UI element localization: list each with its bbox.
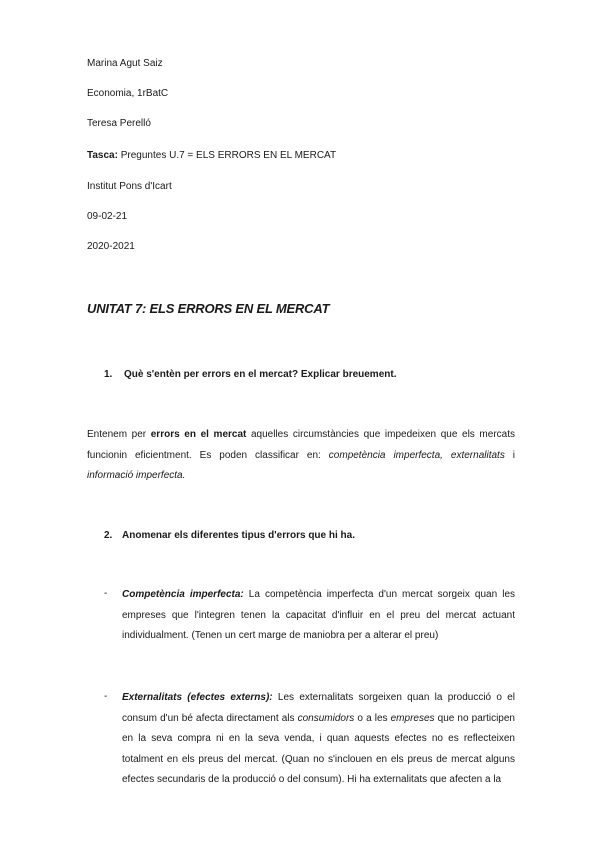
list-item-text: Les externalitats sorgeixen quan la producció o el consum d'un bé afecta directament als <box>122 692 516 724</box>
author-name: Marina Agut Saiz <box>87 58 163 69</box>
answer-1-text: i <box>504 449 516 461</box>
answer-1-text: . <box>182 470 186 481</box>
answer-1-emphasis: errors en el mercat <box>150 429 247 440</box>
task-line <box>87 150 336 161</box>
list-item-term: empreses <box>390 712 435 724</box>
course-name: Economia, 1rBatC <box>87 88 169 99</box>
question-1-text: Què s'entèn per errors en el mercat? Explicar breuement. <box>124 369 397 380</box>
list-bullet: - <box>104 588 108 599</box>
question-2-number: 2. <box>104 530 113 541</box>
answer-1-term: externalitats <box>450 449 505 461</box>
answer-1-term: competència imperfecta <box>328 449 441 461</box>
question-1-number: 1. <box>104 369 113 380</box>
list-item-text: o a les <box>354 712 391 724</box>
list-item-externalitats <box>122 688 515 791</box>
answer-1-paragraph <box>87 425 515 487</box>
list-item-term: consumidors <box>297 712 355 724</box>
list-item-term: Externalitats <box>122 692 183 703</box>
task-label: Tasca: <box>87 150 118 161</box>
school-year: 2020-2021 <box>87 241 135 252</box>
school-name: Institut Pons d'Icart <box>87 181 172 192</box>
unit-title: UNITAT 7: ELS ERRORS EN EL MERCAT <box>87 301 330 316</box>
teacher-name: Teresa Perelló <box>87 118 151 129</box>
answer-1-text: , <box>440 449 451 461</box>
document-date: 09-02-21 <box>87 211 128 222</box>
task-value: Preguntes U.7 = ELS ERRORS EN EL MERCAT <box>117 150 337 161</box>
list-item-text: que no participen en la seva compra ni en la seva venda, i quan aquests efectes no es reflecteixen totalment en els preus del mercat. (Quan no s'inclouen en els preus de mercat alguns efectes secundaris de la producció o del consum). Hi ha externalitats que afecten a la <box>122 712 515 785</box>
list-item-competencia <box>122 585 515 647</box>
list-item-term: Competència imperfecta: <box>122 589 244 600</box>
answer-1-text: Entenem per <box>87 429 151 440</box>
list-item-term: (efectes externs): <box>182 692 273 703</box>
answer-1-text: aquelles circumstàncies que impedeixen que els mercats funcionin eficientment. Es poden classificar en: <box>87 429 515 461</box>
answer-1-term: informació imperfecta <box>87 470 183 481</box>
question-2-text: Anomenar els diferentes tipus d'errors que hi ha. <box>122 530 355 541</box>
list-item-text: La competència imperfecta d'un mercat sorgeix quan les empreses que l'integren tenen la capacitat d'influir en el preu del mercat actuant individualment. (Tenen un cert marge de maniobra per a alterar el preu) <box>122 589 516 641</box>
list-bullet: - <box>104 691 108 702</box>
